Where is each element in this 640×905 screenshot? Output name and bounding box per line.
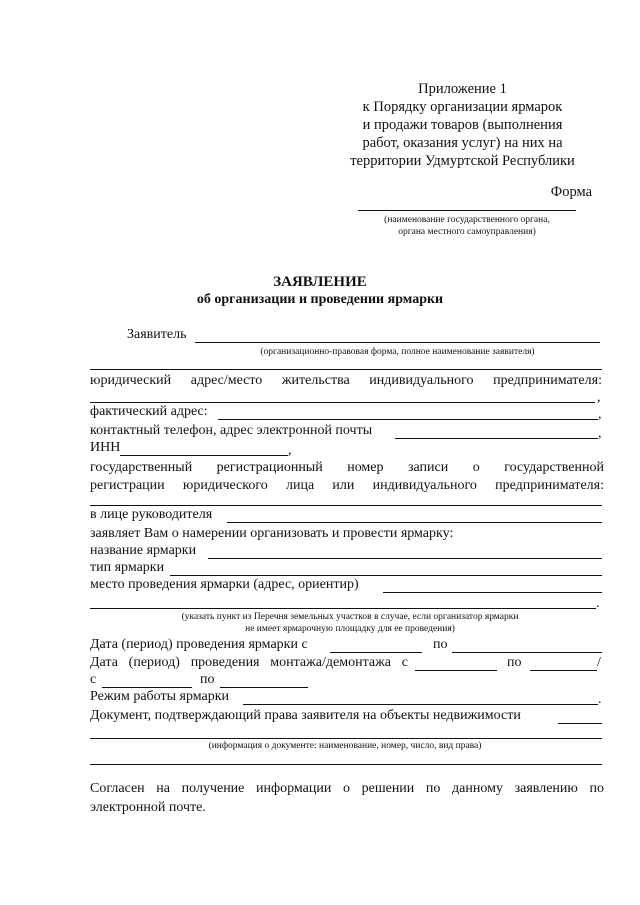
to-label: по (433, 637, 448, 652)
word: с (401, 655, 408, 670)
appendix-line: территории Удмуртской Республики (350, 153, 575, 169)
dismount-from-label: с (90, 672, 97, 687)
applicant-caption: (организационно-правовая форма, полное наименование заявителя) (260, 347, 535, 357)
word: о (472, 460, 480, 475)
word: предпринимателя: (493, 373, 602, 388)
word: Дата (90, 655, 118, 670)
appendix-line: работ, оказания услуг) на них на (362, 135, 563, 151)
comma: , (597, 390, 601, 405)
fair-name-label: название ярмарки (90, 543, 197, 558)
document-field-line-3[interactable] (90, 764, 602, 765)
word: юридический (90, 373, 172, 388)
appendix-line: Приложение 1 (418, 81, 507, 97)
mount-period-label (90, 655, 408, 671)
comma: , (598, 426, 602, 441)
word: проведения (190, 655, 260, 670)
actual-address-label: фактический адрес: (90, 404, 208, 419)
document-field-line-2[interactable] (90, 738, 602, 739)
word: номер (347, 460, 384, 475)
fair-place-field-line-2[interactable] (90, 608, 596, 609)
document-subtitle: об организации и проведении ярмарки (196, 292, 444, 307)
org-caption-line: (наименование государственного органа, (384, 215, 550, 225)
document-title: ЗАЯВЛЕНИЕ (273, 274, 367, 290)
org-caption-line: органа местного самоуправления) (398, 227, 536, 237)
dismount-to-field[interactable] (220, 687, 308, 688)
fair-type-field[interactable] (170, 575, 602, 576)
form-label: Форма (550, 184, 592, 200)
org-name-field[interactable] (358, 210, 576, 211)
applicant-label: Заявитель (127, 327, 187, 342)
comma: , (288, 443, 292, 458)
inn-field[interactable] (120, 455, 288, 456)
reg-number-label-2 (90, 478, 604, 494)
work-mode-field[interactable] (243, 704, 598, 705)
work-mode-label: Режим работы ярмарки (90, 689, 230, 704)
word: жительства (281, 373, 350, 388)
word: регистрации (90, 478, 165, 493)
legal-address-label (90, 373, 602, 389)
document-field[interactable] (558, 723, 602, 724)
fair-place-label: место проведения ярмарки (адрес, ориентир) (90, 577, 359, 592)
to-label: по (200, 672, 215, 687)
actual-address-field[interactable] (218, 419, 598, 420)
appendix-line: и продажи товаров (выполнения (362, 117, 563, 133)
word: записи (408, 460, 449, 475)
date-period-label: Дата (период) проведения ярмарки с (90, 637, 308, 652)
head-person-field[interactable] (227, 522, 602, 523)
appendix-header (340, 80, 585, 170)
consent-text: Согласен на получение информации о решении по данному заявлению по электронной почте. (90, 781, 604, 815)
word: юридического (182, 478, 268, 493)
date-to-field[interactable] (452, 652, 602, 653)
legal-address-field[interactable] (90, 402, 595, 403)
document-label: Документ, подтверждающий права заявителя на объекты недвижимости (90, 708, 521, 723)
comma: , (598, 407, 602, 422)
inn-label: ИНН (90, 440, 121, 455)
reg-number-field[interactable] (90, 505, 602, 506)
declaration-text: заявляет Вам о намерении организовать и провести ярмарку: (90, 526, 454, 541)
fair-type-label: тип ярмарки (90, 560, 165, 575)
fair-name-field[interactable] (208, 558, 602, 559)
applicant-field[interactable] (195, 342, 600, 343)
word: адрес/место (190, 373, 263, 388)
mount-to-field[interactable] (530, 670, 597, 671)
period: . (598, 692, 602, 707)
dismount-from-field[interactable] (102, 687, 192, 688)
document-caption: (информация о документе: наименование, номер, число, вид права) (208, 741, 482, 751)
word: или (332, 478, 355, 493)
word: лица (286, 478, 315, 493)
to-label: по (507, 655, 522, 670)
word: предпринимателя: (495, 478, 604, 493)
period: . (596, 596, 600, 611)
phone-email-field[interactable] (395, 438, 598, 439)
slash: / (597, 655, 601, 670)
place-caption-line: (указать пункт из Перечня земельных участков в случае, если организатор ярмарки (181, 612, 519, 622)
mount-from-field[interactable] (415, 670, 497, 671)
appendix-line: к Порядку организации ярмарок (362, 99, 563, 115)
applicant-field-line-2[interactable] (90, 369, 602, 370)
reg-number-label (90, 460, 604, 476)
place-caption (120, 611, 580, 635)
fair-place-field[interactable] (383, 592, 602, 593)
place-caption-line: не имеет ярмарочную площадку для ее проведения) (245, 624, 455, 634)
word: регистрационный (216, 460, 323, 475)
date-from-field[interactable] (330, 652, 422, 653)
word: индивидуального (372, 478, 477, 493)
head-person-label: в лице руководителя (90, 507, 213, 522)
word: государственной (504, 460, 604, 475)
word: государственный (90, 460, 193, 475)
word: индивидуального (369, 373, 474, 388)
org-caption (358, 214, 576, 238)
word: монтажа/демонтажа (270, 655, 391, 670)
word: (период) (128, 655, 180, 670)
phone-email-label: контактный телефон, адрес электронной почты (90, 423, 373, 438)
